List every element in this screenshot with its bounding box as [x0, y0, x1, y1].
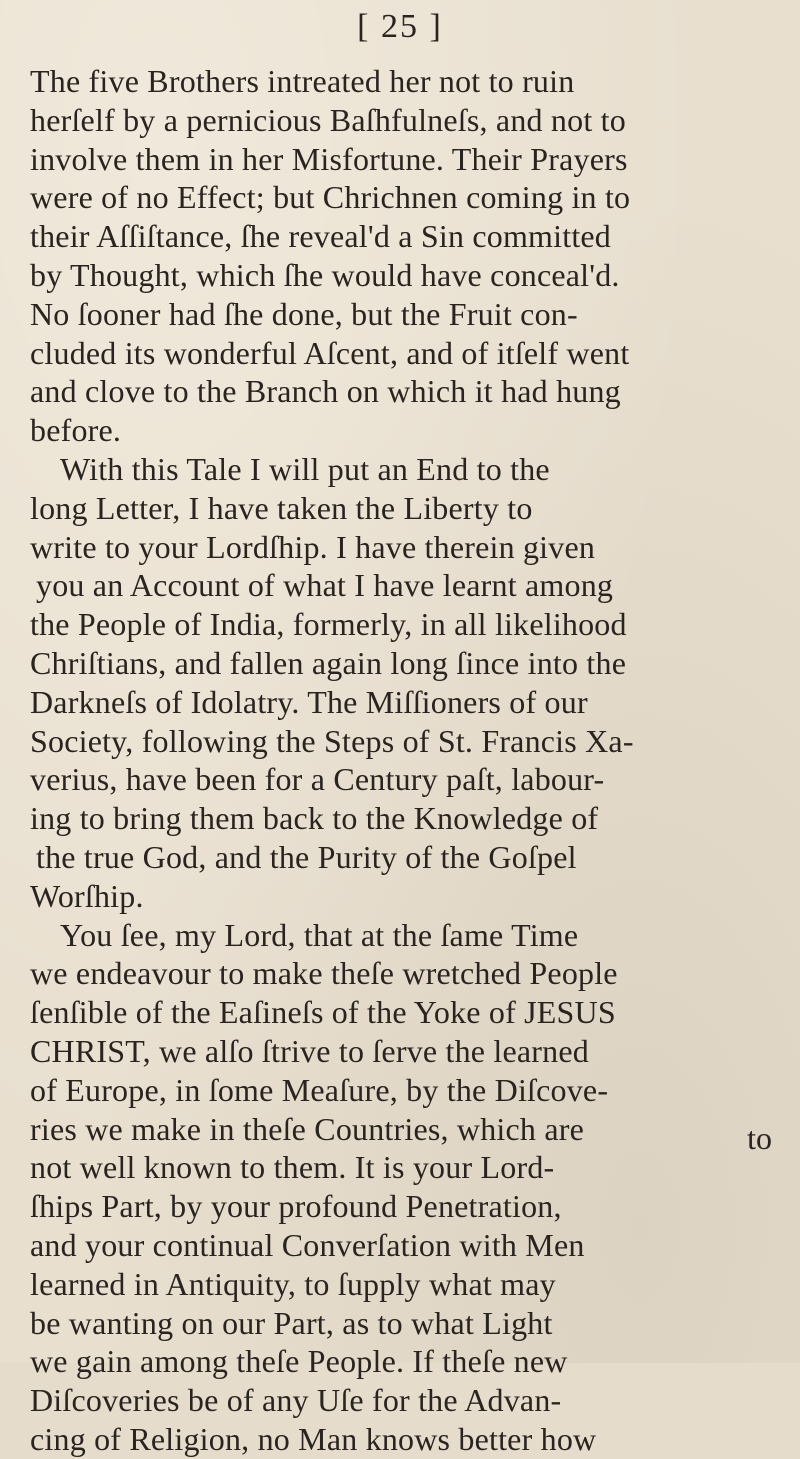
- text-line: cing of Religion, no Man knows better how: [30, 1420, 597, 1457]
- text-line: the People of India, formerly, in all likelihood: [30, 606, 627, 643]
- text-line: Chriſtians, and fallen again long ſince into the: [30, 644, 627, 681]
- text-line: and clove to the Branch on which it had hung: [30, 373, 621, 410]
- text-line: by Thought, which ſhe would have conceal'd.: [30, 256, 620, 293]
- text-line: ſenſible of the Eaſineſs of the Yoke of JESUS: [30, 994, 616, 1031]
- text-line: the true God, and the Purity of the Goſpel: [36, 838, 577, 875]
- text-line: were of no Effect; but Chrichnen coming in to: [30, 179, 631, 216]
- text-line: Society, following the Steps of St. Francis Xa-: [30, 722, 634, 759]
- text-line: The five Brothers intreated her not to ruin: [30, 63, 575, 99]
- text-line: be wanting on our Part, as to what Light: [30, 1304, 553, 1341]
- text-line: CHRIST, we alſo ſtrive to ſerve the learned: [30, 1032, 589, 1069]
- catchword: to: [747, 1120, 772, 1156]
- text-line: learned in Antiquity, to ſupply what may: [30, 1265, 556, 1302]
- text-line: before.: [30, 412, 122, 449]
- text-line: write to your Lordſhip. I have therein given: [30, 528, 596, 565]
- text-line: herſelf by a pernicious Baſhfulneſs, and not to: [30, 101, 626, 138]
- text-line: verius, have been for a Century paſt, labour-: [30, 761, 605, 798]
- text-line: Darkneſs of Idolatry. The Miſſioners of our: [30, 683, 588, 720]
- text-line: ſhips Part, by your profound Penetration,: [30, 1188, 562, 1225]
- text-line: involve them in her Misfortune. Their Prayers: [30, 140, 628, 177]
- text-line: ing to bring them back to the Knowledge of: [30, 800, 599, 837]
- paragraph-start-line: You ſee, my Lord, that at the ſame Time: [60, 916, 579, 953]
- text-line: you an Account of what I have learnt among: [36, 567, 614, 604]
- text-line: not well known to them. It is your Lord-: [30, 1149, 555, 1186]
- text-line: and your continual Converſation with Men: [30, 1226, 585, 1263]
- text-line: their Aſſiſtance, ſhe reveal'd a Sin committed: [30, 218, 612, 255]
- page-number: [ 25 ]: [357, 8, 443, 45]
- text-line: long Letter, I have taken the Liberty to: [30, 489, 533, 526]
- text-line: of Europe, in ſome Meaſure, by the Diſcove-: [30, 1071, 609, 1108]
- text-line: Diſcoveries be of any Uſe for the Advan-: [30, 1382, 562, 1419]
- text-line: we endeavour to make theſe wretched People: [30, 955, 618, 992]
- text-line: Worſhip.: [30, 877, 144, 914]
- text-line: No ſooner had ſhe done, but the Fruit con-: [30, 295, 578, 332]
- body-text: [30, 62, 790, 1459]
- text-line: we gain among theſe People. If theſe new: [30, 1343, 568, 1380]
- paragraph-start-line: With this Tale I will put an End to the: [60, 450, 550, 487]
- text-line: cluded its wonderful Aſcent, and of itſelf went: [30, 334, 630, 371]
- text-line: ries we make in theſe Countries, which are: [30, 1110, 584, 1147]
